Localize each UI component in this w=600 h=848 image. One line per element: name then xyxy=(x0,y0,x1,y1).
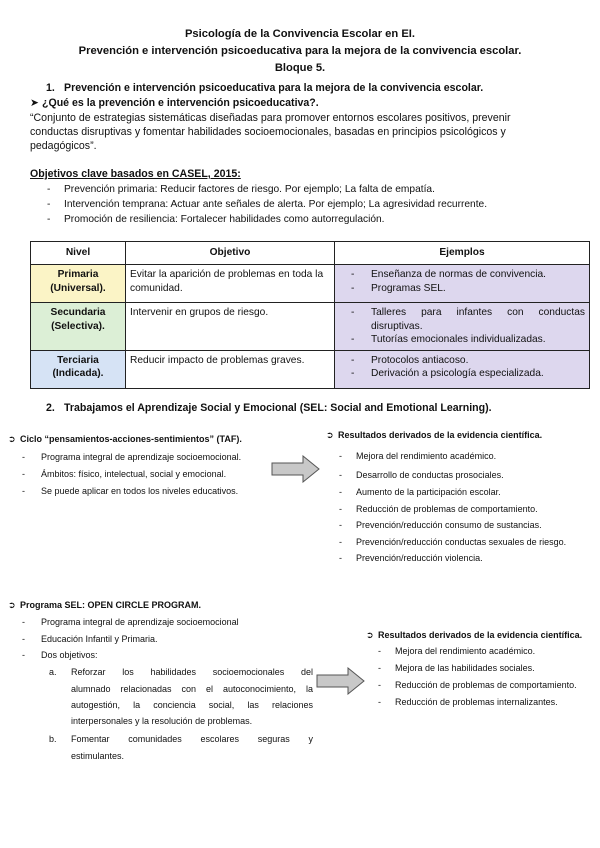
objective-label: a. xyxy=(49,667,57,677)
examples-cell xyxy=(335,303,590,351)
example-item: - Protocolos antiacoso. xyxy=(351,354,469,366)
objective-item: Prevención primaria: Reducir factores de riesgo. Por ejemplo; La falta de empatía. xyxy=(64,184,435,195)
right-arrow-icon xyxy=(316,667,366,695)
objective-cell: Reducir impacto de problemas graves. xyxy=(126,350,335,388)
open-circle-dash: - xyxy=(22,617,25,627)
doc-title: Psicología de la Convivencia Escolar en EI. xyxy=(184,28,416,40)
result-dash: - xyxy=(339,470,342,480)
example-item: - Derivación a psicología especializada. xyxy=(351,368,544,379)
taf-dash: - xyxy=(22,469,25,479)
taf-title: Ciclo “pensamientos-acciones-sentimientos” (TAF). xyxy=(20,434,242,444)
objective-a-line: interpersonales y la resolución de problemas. xyxy=(71,716,253,726)
level-type: (Universal). xyxy=(50,282,106,294)
results1-marker-icon: ➲ xyxy=(326,430,334,440)
taf-dash: - xyxy=(22,486,25,496)
example-item: - Tutorías emocionales individualizadas. xyxy=(351,334,546,345)
level-name: Primaria xyxy=(57,269,99,280)
result-dash: - xyxy=(339,451,342,461)
taf-item: Ámbitos: físico, intelectual, social y emocional. xyxy=(41,469,227,479)
objective-a-line: autogestión, la conciencia social, las relaciones xyxy=(71,700,313,710)
objective-b-line: estimulantes. xyxy=(71,751,125,761)
level-cell-terciaria xyxy=(31,350,126,388)
open-circle-item: Dos objetivos: xyxy=(41,650,98,660)
open-circle-item: Programa integral de aprendizaje socioemocional xyxy=(41,617,239,627)
examples-cell xyxy=(335,350,590,388)
level-name: Secundaria xyxy=(50,307,106,318)
result-item: Prevención/reducción conductas sexuales de riesgo. xyxy=(356,537,567,547)
levels-table xyxy=(30,241,590,389)
objective-b-line: Fomentar comunidades escolares seguras y xyxy=(71,734,313,744)
result-dash: - xyxy=(339,504,342,514)
example-text: Talleres para infantes con conductas disruptivas. xyxy=(371,307,585,332)
result-item: Aumento de la participación escolar. xyxy=(356,487,501,497)
result-dash: - xyxy=(378,680,381,690)
objective-label: b. xyxy=(49,734,57,744)
taf-item: Programa integral de aprendizaje socioemocional. xyxy=(41,452,242,462)
level-name: Terciaria xyxy=(57,354,99,366)
example-item: - Programas SEL. xyxy=(351,282,446,294)
definition-line-1: “Conjunto de estrategias sistemáticas diseñadas para promover entornos escolares positivos, prevenir xyxy=(30,112,511,124)
definition-line-3: pedagógicos”. xyxy=(30,140,97,152)
objective-item: Promoción de resiliencia: Fortalecer habilidades como autorregulación. xyxy=(64,214,385,225)
table-row xyxy=(31,303,590,351)
example-item: - Enseñanza de normas de convivencia. xyxy=(351,269,546,280)
example-text: Programas SEL. xyxy=(371,282,446,294)
objective-cell: Intervenir en grupos de riesgo. xyxy=(126,303,335,351)
objective-cell: Evitar la aparición de problemas en toda la comunidad. xyxy=(126,265,335,303)
table-header-row xyxy=(31,242,590,265)
result-item: Mejora del rendimiento académico. xyxy=(395,646,536,656)
example-item: - Talleres para infantes con conductas disruptivas. xyxy=(351,307,585,332)
result-item: Reducción de problemas de comportamiento. xyxy=(356,504,538,514)
section1-title: Prevención e intervención psicoeducativa para la mejora de la convivencia escolar. xyxy=(64,82,484,94)
example-text: Protocolos antiacoso. xyxy=(371,354,469,366)
example-text: Derivación a psicología especializada. xyxy=(371,368,544,379)
result-item: Reducción de problemas internalizantes. xyxy=(395,697,558,707)
level-cell-secundaria xyxy=(31,303,126,351)
objective-dash: - xyxy=(47,199,51,210)
taf-dash: - xyxy=(22,452,25,462)
example-text: Enseñanza de normas de convivencia. xyxy=(371,269,546,280)
taf-item: Se puede aplicar en todos los niveles educativos. xyxy=(41,486,239,496)
examples-cell xyxy=(335,265,590,303)
taf-marker-icon: ➲ xyxy=(8,434,16,444)
level-type: (Selectiva). xyxy=(51,320,105,332)
result-item: Mejora del rendimiento académico. xyxy=(356,451,497,461)
open-circle-dash: - xyxy=(22,634,25,644)
header-nivel: Nivel xyxy=(31,242,126,265)
table-row xyxy=(31,350,590,388)
result-item: Desarrollo de conductas prosociales. xyxy=(356,470,504,480)
definition-line-2: conductas disruptivas y fomentar habilidades socioemocionales, basadas en principios psicológicos y xyxy=(30,126,506,138)
open-circle-marker-icon: ➲ xyxy=(8,600,16,610)
doc-block: Bloque 5. xyxy=(274,62,326,74)
question-marker-icon: ➤ xyxy=(30,97,39,109)
example-text: Tutorías emocionales individualizadas. xyxy=(371,334,546,345)
open-circle-title: Programa SEL: OPEN CIRCLE PROGRAM. xyxy=(20,600,202,610)
header-ejemplos: Ejemplos xyxy=(335,242,590,265)
results2-title: Resultados derivados de la evidencia científica. xyxy=(378,630,583,640)
header-objetivo: Objetivo xyxy=(126,242,335,265)
result-item: Mejora de las habilidades sociales. xyxy=(395,663,535,673)
result-dash: - xyxy=(339,520,342,530)
open-circle-item: Educación Infantil y Primaria. xyxy=(41,634,158,644)
result-dash: - xyxy=(339,553,342,563)
section2-number: 2. xyxy=(46,402,55,414)
objective-a-line: Reforzar los habilidades socioemocionales del xyxy=(71,667,313,677)
results2-marker-icon: ➲ xyxy=(366,630,374,640)
results1-title: Resultados derivados de la evidencia científica. xyxy=(338,430,543,440)
objective-dash: - xyxy=(47,184,51,195)
result-item: Prevención/reducción consumo de sustancias. xyxy=(356,520,542,530)
result-item: Reducción de problemas de comportamiento. xyxy=(395,680,577,690)
section2-title: Trabajamos el Aprendizaje Social y Emocional (SEL: Social and Emotional Learning). xyxy=(64,402,492,414)
objectives-title: Objetivos clave basados en CASEL, 2015: xyxy=(30,168,241,180)
section1-question: ¿Qué es la prevención e intervención psicoeducativa?. xyxy=(42,97,319,109)
section1-number: 1. xyxy=(46,82,55,94)
right-arrow-icon xyxy=(271,455,321,483)
table-row xyxy=(31,265,590,303)
result-dash: - xyxy=(378,646,381,656)
result-dash: - xyxy=(339,537,342,547)
objective-dash: - xyxy=(47,214,51,225)
doc-subtitle: Prevención e intervención psicoeducativa para la mejora de la convivencia escolar. xyxy=(78,45,522,57)
result-dash: - xyxy=(339,487,342,497)
objective-a-line: alumnado relacionadas con el autoconocimiento, la xyxy=(71,684,313,694)
level-cell-primaria xyxy=(31,265,126,303)
result-dash: - xyxy=(378,697,381,707)
result-item: Prevención/reducción violencia. xyxy=(356,553,483,563)
objective-item: Intervención temprana: Actuar ante señales de alerta. Por ejemplo; La agresividad recurrente. xyxy=(64,199,488,210)
level-type: (Indicada). xyxy=(52,368,104,379)
result-dash: - xyxy=(378,663,381,673)
open-circle-dash: - xyxy=(22,650,25,660)
